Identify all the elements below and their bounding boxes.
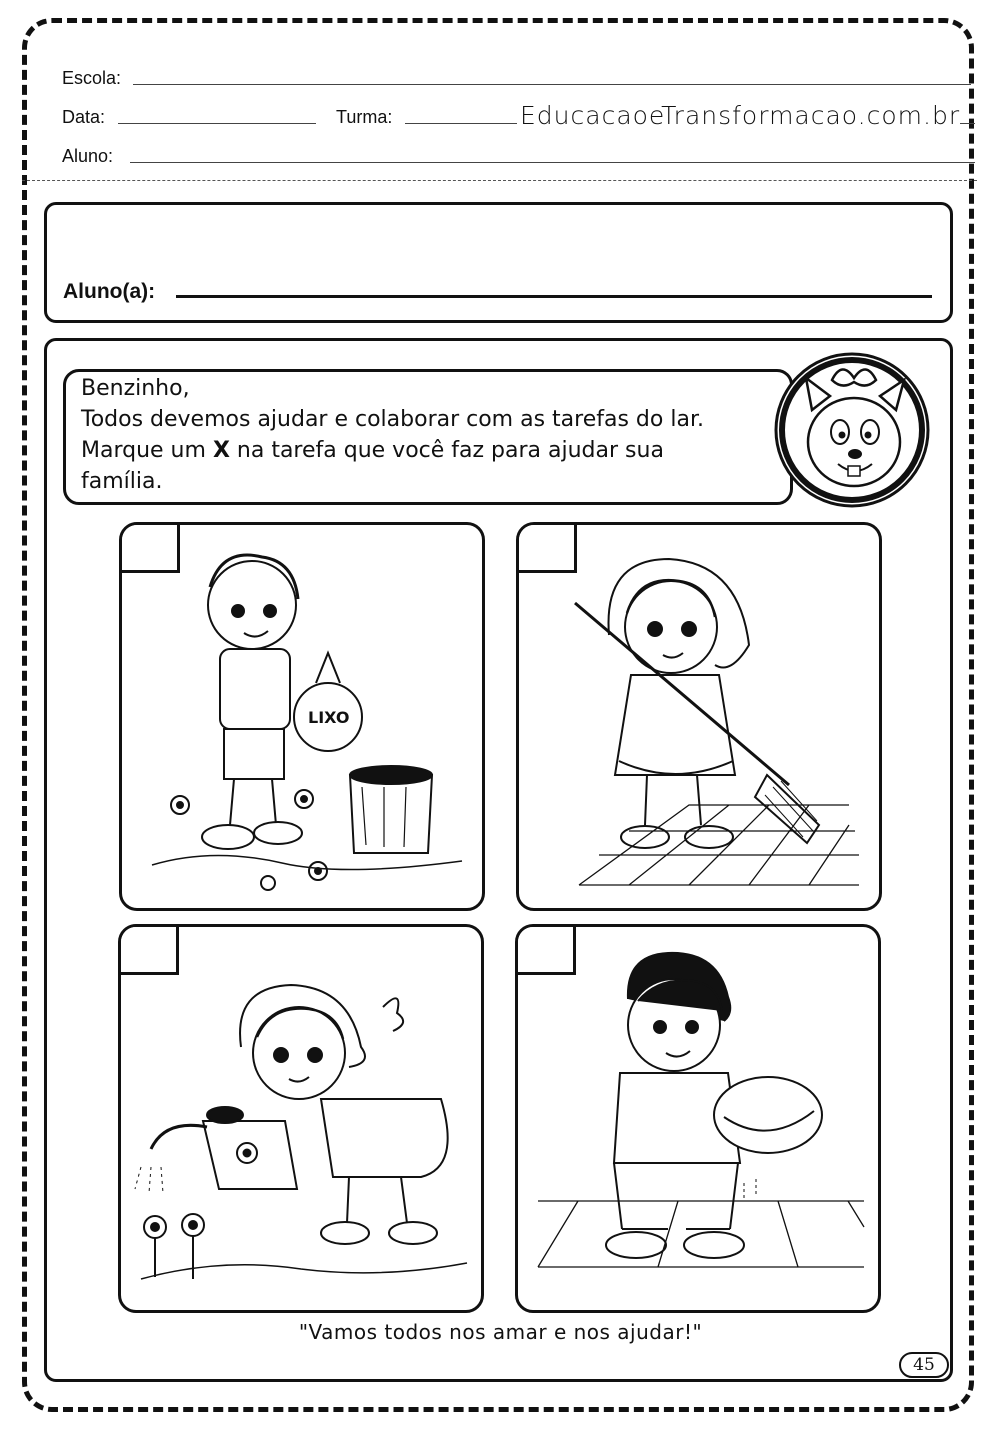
girl-sweeping-floor-icon [519, 525, 882, 911]
student-name-field[interactable] [176, 295, 932, 298]
school-label: Escola: [62, 68, 122, 88]
instruction-line-4: família. [81, 469, 163, 494]
page-number: 45 [899, 1352, 949, 1378]
date-field[interactable] [118, 123, 316, 124]
student-label: Aluno: [62, 146, 114, 166]
footer-motto: "Vamos todos nos amar e nos ajudar!" [298, 1320, 703, 1344]
class-label: Turma: [336, 107, 393, 127]
class-field-end [960, 123, 975, 124]
svg-text:LIXO: LIXO [308, 708, 350, 727]
instruction-line-2: Todos devemos ajudar e colaborar com as tarefas do lar. [81, 407, 704, 432]
student-name-label: Aluno(a): [63, 280, 156, 303]
header-separator [22, 180, 977, 181]
instruction-line-3: Marque um X na tarefa que você faz para ajudar sua [81, 438, 664, 463]
name-box [44, 202, 953, 323]
class-field[interactable] [405, 123, 517, 124]
task-panel-dishes [515, 924, 881, 1313]
boy-taking-trash-icon [122, 525, 485, 911]
girl-watering-plants-icon [121, 927, 484, 1313]
instruction-text [81, 373, 704, 497]
task-panel-trash [119, 522, 485, 911]
task-panel-sweeping [516, 522, 882, 911]
date-label: Data: [62, 107, 106, 127]
mascot-badge-icon [772, 350, 932, 510]
task-panel-watering [118, 924, 484, 1313]
student-field[interactable] [130, 162, 975, 163]
website-text: EducacaoeTransformacao.com.br [520, 101, 961, 130]
boy-washing-dishes-icon [518, 927, 881, 1313]
instruction-line-1: Benzinho, [81, 376, 190, 401]
school-field[interactable] [133, 84, 971, 85]
